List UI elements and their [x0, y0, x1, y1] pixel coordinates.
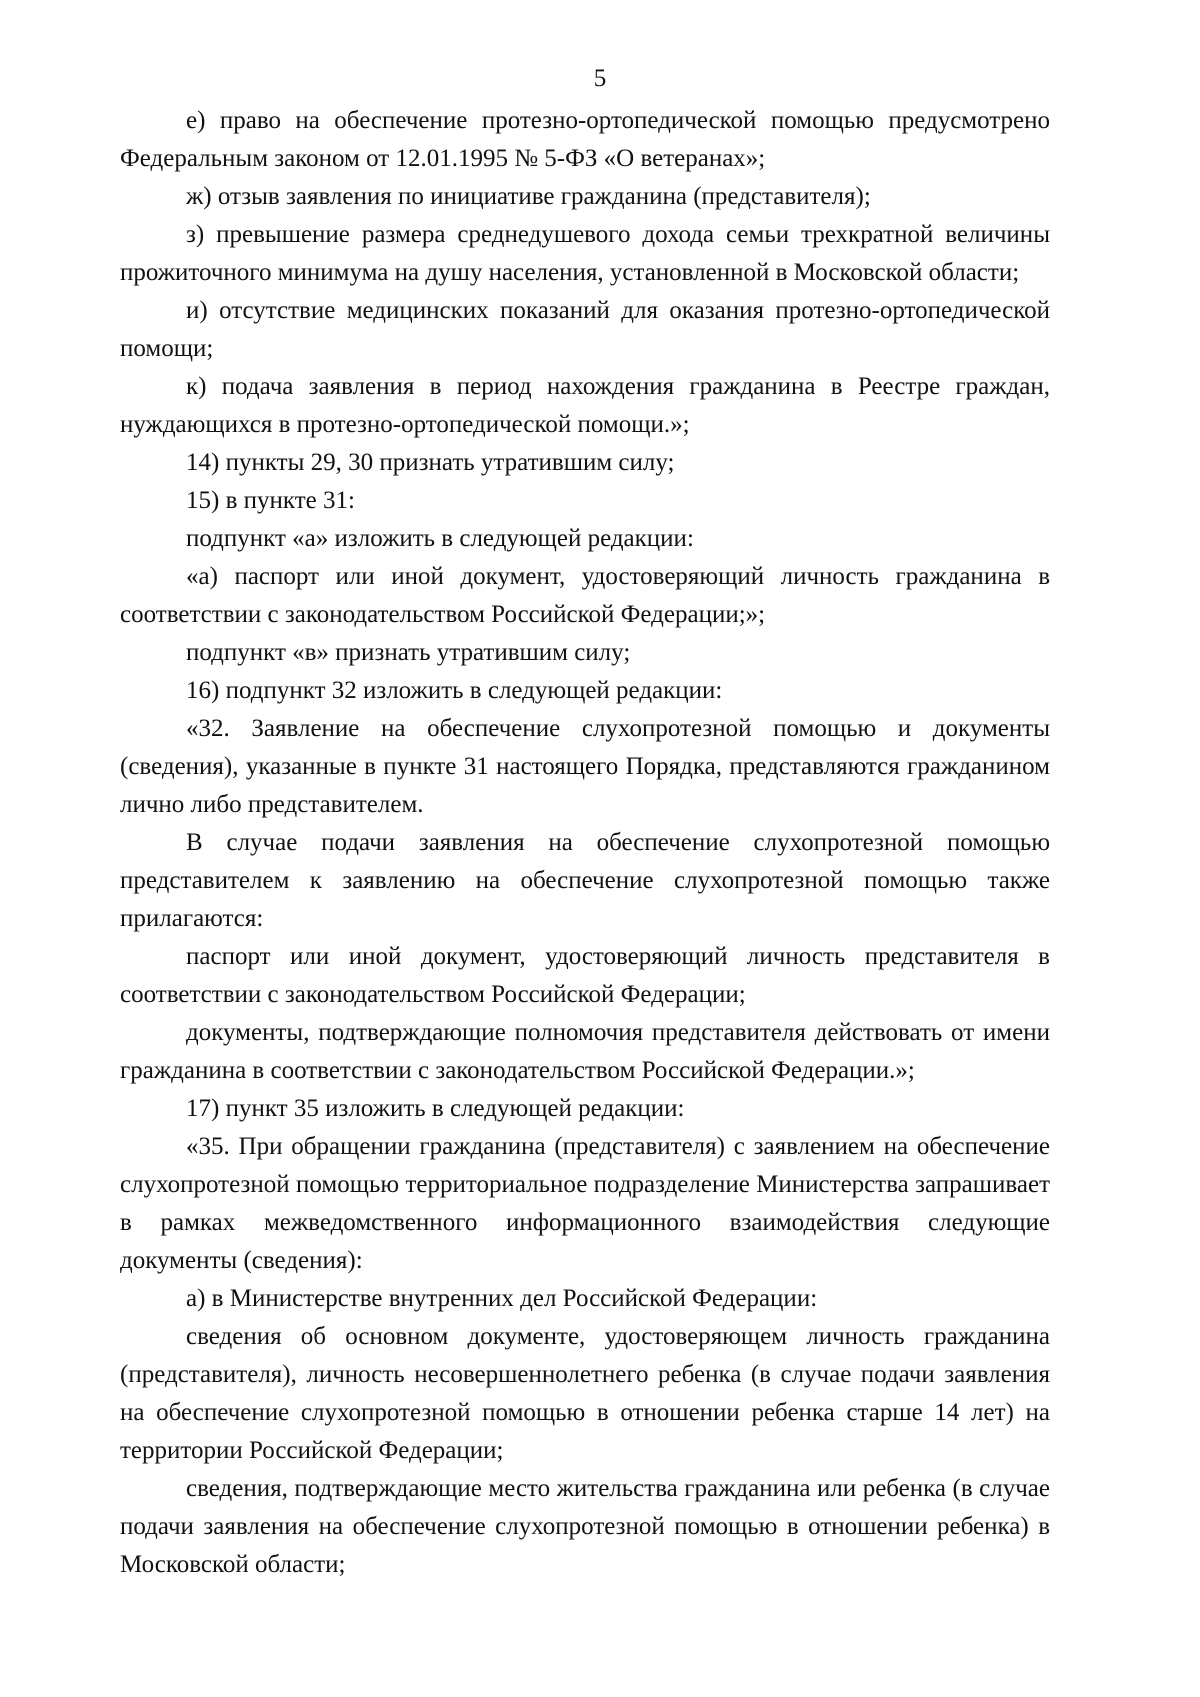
paragraph-identity-info: сведения об основном документе, удостоверяющем личность гражданина (представителя), личность несовершеннолетнего ребенка (в случае подачи заявления на обеспечение слухопротезной помощью в отношении ребенка старше 14 лет) на территории Российской Федерации; — [120, 1323, 1050, 1464]
paragraph-representative-powers: документы, подтверждающие полномочия представителя действовать от имени гражданина в соответствии с законодательством Российской Федерации.»; — [120, 1019, 1050, 1084]
paragraph-point-17: 17) пункт 35 изложить в следующей редакции: — [186, 1095, 685, 1122]
paragraph-point-14: 14) пункты 29, 30 признать утратившим силу; — [186, 449, 675, 476]
document-body — [120, 102, 1050, 1584]
paragraph-clause-35-a: а) в Министерстве внутренних дел Российской Федерации: — [186, 1285, 818, 1312]
paragraph-subpoint-a-text: «а) паспорт или иной документ, удостоверяющий личность гражданина в соответствии с законодательством Российской Федерации;»; — [120, 563, 1050, 628]
page-number: 5 — [593, 65, 607, 92]
paragraph-clause-32: «32. Заявление на обеспечение слухопротезной помощью и документы (сведения), указанные в пункте 31 настоящего Порядка, представляются гражданином лично либо представителем. — [120, 715, 1050, 818]
paragraph-representative-passport: паспорт или иной документ, удостоверяющий личность представителя в соответствии с законодательством Российской Федерации; — [120, 943, 1050, 1008]
paragraph-subpoint-v: подпункт «в» признать утратившим силу; — [186, 639, 631, 666]
paragraph-item-zh: ж) отзыв заявления по инициативе гражданина (представителя); — [186, 183, 871, 210]
paragraph-item-i: и) отсутствие медицинских показаний для оказания протезно-ортопедической помощи; — [120, 297, 1050, 362]
paragraph-item-e: е) право на обеспечение протезно-ортопедической помощью предусмотрено Федеральным законом от 12.01.1995 № 5-ФЗ «О ветеранах»; — [120, 107, 1050, 172]
paragraph-residence-info: сведения, подтверждающие место жительства гражданина или ребенка (в случае подачи заявления на обеспечение слухопротезной помощью в отношении ребенка) в Московской области; — [120, 1475, 1050, 1578]
paragraph-point-16: 16) подпункт 32 изложить в следующей редакции: — [186, 677, 723, 704]
paragraph-representative-case: В случае подачи заявления на обеспечение слухопротезной помощью представителем к заявлению на обеспечение слухопротезной помощью также прилагаются: — [120, 829, 1050, 932]
paragraph-item-k: к) подача заявления в период нахождения гражданина в Реестре граждан, нуждающихся в протезно-ортопедической помощи.»; — [120, 373, 1050, 438]
paragraph-subpoint-a-intro: подпункт «а» изложить в следующей редакции: — [186, 525, 694, 552]
paragraph-item-z: з) превышение размера среднедушевого дохода семьи трехкратной величины прожиточного минимума на душу населения, установленной в Московской области; — [120, 221, 1050, 286]
paragraph-clause-35: «35. При обращении гражданина (представителя) с заявлением на обеспечение слухопротезной помощью территориальное подразделение Министерства запрашивает в рамках межведомственного информационного взаимодействия следующие документы (сведения): — [120, 1133, 1050, 1274]
paragraph-point-15: 15) в пункте 31: — [186, 487, 355, 514]
